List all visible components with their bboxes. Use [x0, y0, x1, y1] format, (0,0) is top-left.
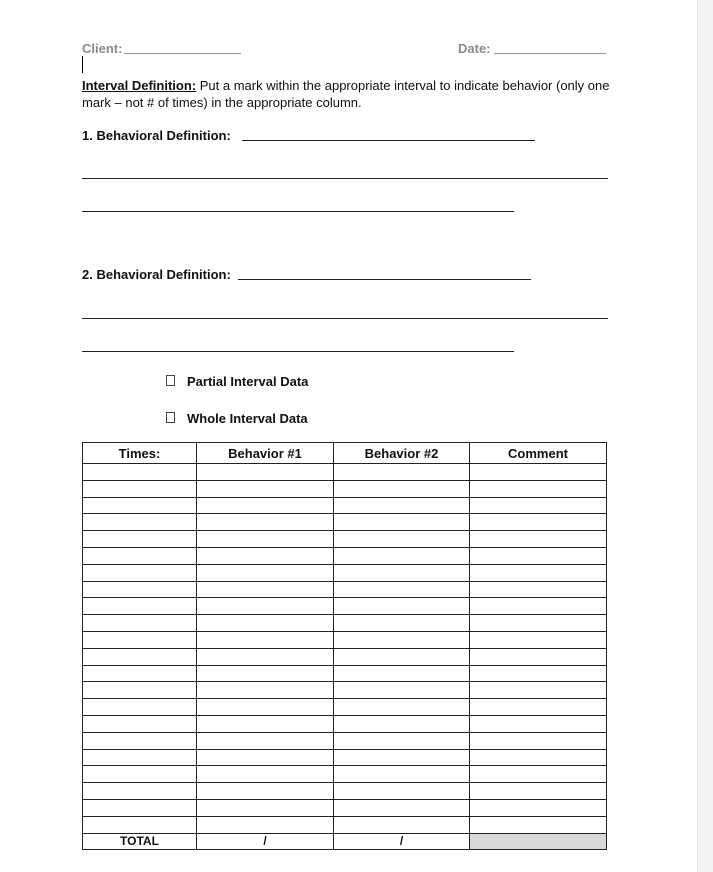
table-cell[interactable] — [334, 497, 470, 514]
table-cell[interactable] — [83, 732, 197, 749]
table-cell[interactable] — [83, 715, 197, 732]
table-row — [83, 766, 607, 783]
client-label: Client: — [82, 41, 123, 56]
table-row — [83, 564, 607, 581]
header-comment: Comment — [470, 443, 607, 464]
table-row — [83, 682, 607, 699]
table-cell[interactable] — [334, 514, 470, 531]
table-cell[interactable] — [470, 749, 607, 766]
table-cell[interactable] — [83, 615, 197, 632]
table-cell[interactable] — [83, 816, 197, 833]
table-cell[interactable] — [470, 682, 607, 699]
table-cell[interactable] — [334, 480, 470, 497]
behavior-definition-1-label: 1. Behavioral Definition: — [82, 128, 231, 143]
table-row — [83, 497, 607, 514]
table-cell[interactable] — [470, 564, 607, 581]
table-cell[interactable] — [470, 547, 607, 564]
table-cell[interactable] — [83, 480, 197, 497]
table-row — [83, 464, 607, 481]
table-cell[interactable] — [197, 497, 334, 514]
table-cell[interactable] — [334, 464, 470, 481]
total-label: TOTAL — [83, 833, 197, 850]
behavior-definition-2-line[interactable] — [238, 279, 531, 280]
interval-text: Put a mark within the appropriate interval to indicate behavior (only one mark – not # of times) in the appropriate column. — [82, 78, 610, 110]
table-cell[interactable] — [197, 783, 334, 800]
table-cell[interactable] — [197, 799, 334, 816]
table-cell[interactable] — [470, 615, 607, 632]
table-row — [83, 547, 607, 564]
table-cell[interactable] — [470, 648, 607, 665]
table-cell[interactable] — [470, 531, 607, 548]
table-cell[interactable] — [83, 547, 197, 564]
client-field[interactable] — [124, 53, 241, 54]
table-row — [83, 732, 607, 749]
table-cell[interactable] — [83, 564, 197, 581]
behavior-definition-1-line[interactable] — [242, 140, 535, 141]
table-row — [83, 615, 607, 632]
table-header-row — [83, 443, 607, 464]
vertical-scrollbar[interactable] — [697, 0, 713, 872]
table-cell[interactable] — [470, 497, 607, 514]
table-cell[interactable] — [197, 766, 334, 783]
table-cell[interactable] — [334, 749, 470, 766]
table-row — [83, 598, 607, 615]
table-cell[interactable] — [334, 547, 470, 564]
total-behavior-2[interactable]: / — [334, 833, 470, 850]
behavior-definition-2-label: 2. Behavioral Definition: — [82, 267, 231, 282]
table-cell[interactable] — [83, 464, 197, 481]
table-cell[interactable] — [334, 783, 470, 800]
table-cell[interactable] — [197, 631, 334, 648]
table-cell[interactable] — [83, 581, 197, 598]
table-cell[interactable] — [334, 766, 470, 783]
table-cell[interactable] — [197, 715, 334, 732]
total-row — [83, 833, 607, 850]
behavior-definition-1-line-2[interactable] — [82, 178, 608, 179]
table-cell[interactable] — [334, 799, 470, 816]
table-cell[interactable] — [334, 531, 470, 548]
table-cell[interactable] — [334, 598, 470, 615]
table-cell[interactable] — [470, 715, 607, 732]
table-cell[interactable] — [197, 665, 334, 682]
table-cell[interactable] — [470, 816, 607, 833]
table-cell[interactable] — [470, 766, 607, 783]
interval-heading: Interval Definition: — [82, 78, 197, 93]
table-cell[interactable] — [470, 581, 607, 598]
behavior-definition-1-line-3[interactable] — [82, 211, 514, 212]
table-cell[interactable] — [83, 799, 197, 816]
behavior-definition-2-line-2[interactable] — [82, 318, 608, 319]
table-cell[interactable] — [83, 648, 197, 665]
table-row — [83, 783, 607, 800]
table-cell[interactable] — [334, 615, 470, 632]
table-cell[interactable] — [197, 547, 334, 564]
table-cell[interactable] — [83, 531, 197, 548]
table-cell[interactable] — [197, 581, 334, 598]
table-cell[interactable] — [334, 732, 470, 749]
table-cell[interactable] — [470, 799, 607, 816]
table-cell[interactable] — [197, 480, 334, 497]
table-cell[interactable] — [197, 732, 334, 749]
table-cell[interactable] — [334, 715, 470, 732]
date-field[interactable] — [494, 53, 606, 54]
date-label: Date: — [458, 41, 491, 56]
table-cell[interactable] — [334, 581, 470, 598]
table-cell[interactable] — [334, 564, 470, 581]
table-row — [83, 480, 607, 497]
table-cell[interactable] — [83, 766, 197, 783]
table-row — [83, 749, 607, 766]
table-cell[interactable] — [470, 631, 607, 648]
header-times: Times: — [83, 443, 197, 464]
total-comment — [470, 833, 607, 850]
table-cell[interactable] — [470, 514, 607, 531]
table-row — [83, 699, 607, 716]
table-cell[interactable] — [197, 699, 334, 716]
table-cell[interactable] — [197, 615, 334, 632]
behavior-definition-2-line-3[interactable] — [82, 351, 514, 352]
table-row — [83, 648, 607, 665]
table-cell[interactable] — [470, 699, 607, 716]
table-cell[interactable] — [470, 480, 607, 497]
table-cell[interactable] — [83, 699, 197, 716]
table-row — [83, 799, 607, 816]
table-cell[interactable] — [470, 783, 607, 800]
table-cell[interactable] — [197, 464, 334, 481]
text-cursor — [82, 56, 83, 73]
interval-definition — [82, 77, 612, 111]
table-cell[interactable] — [197, 514, 334, 531]
table-cell[interactable] — [334, 816, 470, 833]
table-cell[interactable] — [83, 749, 197, 766]
table-cell[interactable] — [470, 665, 607, 682]
partial-interval-checkbox[interactable] — [166, 375, 175, 386]
table-cell[interactable] — [334, 699, 470, 716]
table-cell[interactable] — [83, 514, 197, 531]
table-row — [83, 581, 607, 598]
table-cell[interactable] — [197, 648, 334, 665]
table-cell[interactable] — [470, 598, 607, 615]
header-behavior-1: Behavior #1 — [197, 443, 334, 464]
table-cell[interactable] — [334, 682, 470, 699]
table-cell[interactable] — [334, 631, 470, 648]
table-cell[interactable] — [197, 816, 334, 833]
whole-interval-checkbox[interactable] — [166, 412, 175, 423]
table-cell[interactable] — [470, 464, 607, 481]
table-row — [83, 631, 607, 648]
table-cell[interactable] — [83, 783, 197, 800]
whole-interval-label: Whole Interval Data — [187, 411, 308, 426]
table-cell[interactable] — [83, 631, 197, 648]
table-cell[interactable] — [83, 682, 197, 699]
table-cell[interactable] — [197, 564, 334, 581]
partial-interval-label: Partial Interval Data — [187, 374, 309, 389]
table-cell[interactable] — [334, 648, 470, 665]
table-cell[interactable] — [83, 598, 197, 615]
table-cell[interactable] — [197, 749, 334, 766]
total-behavior-1[interactable]: / — [197, 833, 334, 850]
table-cell[interactable] — [197, 682, 334, 699]
table-cell[interactable] — [334, 665, 470, 682]
table-row — [83, 816, 607, 833]
header-behavior-2: Behavior #2 — [334, 443, 470, 464]
table-row — [83, 665, 607, 682]
table-row — [83, 531, 607, 548]
table-cell[interactable] — [470, 732, 607, 749]
table-row — [83, 715, 607, 732]
table-cell[interactable] — [83, 497, 197, 514]
table-row — [83, 514, 607, 531]
interval-data-table — [82, 442, 607, 850]
table-cell[interactable] — [197, 598, 334, 615]
table-cell[interactable] — [83, 665, 197, 682]
table-cell[interactable] — [197, 531, 334, 548]
